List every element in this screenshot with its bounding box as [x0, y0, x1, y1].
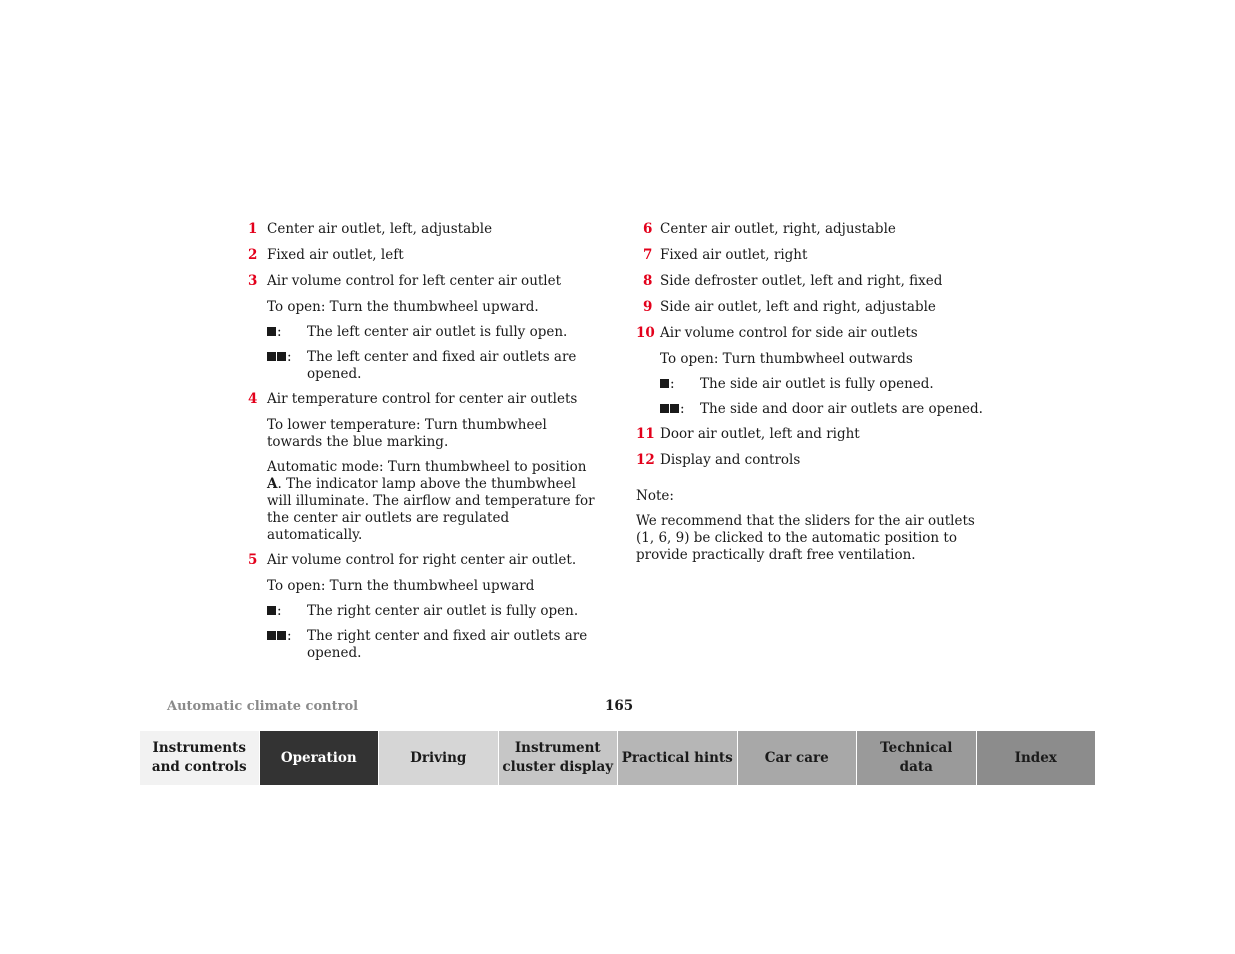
right-column — [636, 221, 991, 572]
position-marker: : — [660, 401, 685, 418]
sub-item — [636, 376, 991, 393]
tab-index[interactable]: Index — [977, 731, 1096, 785]
item-number: 8 — [643, 273, 653, 289]
list-item — [636, 426, 991, 443]
list-item — [636, 299, 991, 316]
chapter-nav-bar — [140, 731, 1095, 785]
sub-item — [248, 628, 598, 662]
item-text: Center air outlet, right, adjustable — [660, 221, 896, 237]
list-item — [248, 391, 598, 408]
sub-item-text: The side and door air outlets are opened. — [700, 401, 983, 417]
item-text: Air volume control for side air outlets — [660, 325, 918, 341]
sub-item — [248, 324, 598, 341]
list-item — [636, 221, 991, 238]
note-label: Note: — [636, 488, 674, 504]
item-text: Side air outlet, left and right, adjustable — [660, 299, 936, 315]
list-item — [248, 273, 598, 290]
item-number: 6 — [643, 221, 653, 237]
item-text: Fixed air outlet, right — [660, 247, 808, 263]
list-item — [636, 273, 991, 290]
sub-item-text: The right center and fixed air outlets are opened. — [307, 628, 588, 661]
tab-car-care[interactable]: Car care — [738, 731, 858, 785]
tab-operation[interactable]: Operation — [260, 731, 380, 785]
item-text: Air volume control for left center air outlet — [267, 273, 562, 289]
sub-item-text: The left center and fixed air outlets are opened. — [307, 349, 577, 382]
instruction-text: To lower temperature: Turn thumbwheel towards the blue marking. — [267, 417, 547, 450]
double-square-icon — [660, 404, 669, 413]
list-item — [248, 221, 598, 238]
sub-item-text: The left center air outlet is fully open. — [307, 324, 568, 340]
instruction-text: Automatic mode: Turn thumbwheel to position A. The indicator lamp above the thumbwheel will illuminate. The airflow and temperature for the center air outlets are regulated automatically. — [267, 459, 595, 543]
instruction-text: To open: Turn the thumbwheel upward — [267, 578, 535, 594]
sub-item — [248, 603, 598, 620]
item-number: 1 — [248, 221, 258, 237]
tab-instrument-cluster-display[interactable]: Instrument cluster display — [499, 731, 619, 785]
item-text: Center air outlet, left, adjustable — [267, 221, 493, 237]
list-item — [636, 452, 991, 469]
position-label: A — [267, 476, 278, 492]
list-item — [636, 325, 991, 342]
item-number: 10 — [636, 325, 655, 341]
item-number: 9 — [643, 299, 653, 315]
tab-instruments-and-controls[interactable]: Instruments and controls — [140, 731, 260, 785]
item-number: 3 — [248, 273, 258, 289]
tab-driving[interactable]: Driving — [379, 731, 499, 785]
page-number: 165 — [605, 698, 634, 714]
single-square-icon — [267, 327, 276, 336]
single-square-icon — [660, 379, 669, 388]
position-marker: : — [267, 603, 282, 620]
item-number: 12 — [636, 452, 655, 468]
item-text: Air temperature control for center air outlets — [267, 391, 578, 407]
instruction-text: To open: Turn thumbwheel outwards — [660, 351, 913, 367]
sub-item — [636, 401, 991, 418]
item-text: Fixed air outlet, left — [267, 247, 404, 263]
item-number: 7 — [643, 247, 653, 263]
item-number: 5 — [248, 552, 258, 568]
double-square-icon — [267, 352, 276, 361]
item-number: 11 — [636, 426, 655, 442]
position-marker: : — [267, 324, 282, 341]
left-column — [248, 221, 598, 670]
tab-practical-hints[interactable]: Practical hints — [618, 731, 738, 785]
item-text: Door air outlet, left and right — [660, 426, 860, 442]
list-item — [636, 247, 991, 264]
section-title: Automatic climate control — [167, 699, 359, 714]
note-text: We recommend that the sliders for the air outlets (1, 6, 9) be clicked to the automatic position to provide practically draft free ventilation. — [636, 513, 975, 563]
double-square-icon — [267, 631, 276, 640]
item-number: 2 — [248, 247, 258, 263]
sub-item-text: The right center air outlet is fully open. — [307, 603, 579, 619]
position-marker: : — [660, 376, 675, 393]
position-marker: : — [267, 349, 292, 366]
sub-item — [248, 349, 598, 383]
list-item — [248, 552, 598, 569]
item-text: Side defroster outlet, left and right, fixed — [660, 273, 943, 289]
list-item — [248, 247, 598, 264]
sub-item-text: The side air outlet is fully opened. — [700, 376, 934, 392]
item-text: Air volume control for right center air outlet. — [267, 552, 577, 568]
item-number: 4 — [248, 391, 258, 407]
tab-technical-data[interactable]: Technical data — [857, 731, 977, 785]
instruction-text: To open: Turn the thumbwheel upward. — [267, 299, 539, 315]
single-square-icon — [267, 606, 276, 615]
item-text: Display and controls — [660, 452, 801, 468]
position-marker: : — [267, 628, 292, 645]
